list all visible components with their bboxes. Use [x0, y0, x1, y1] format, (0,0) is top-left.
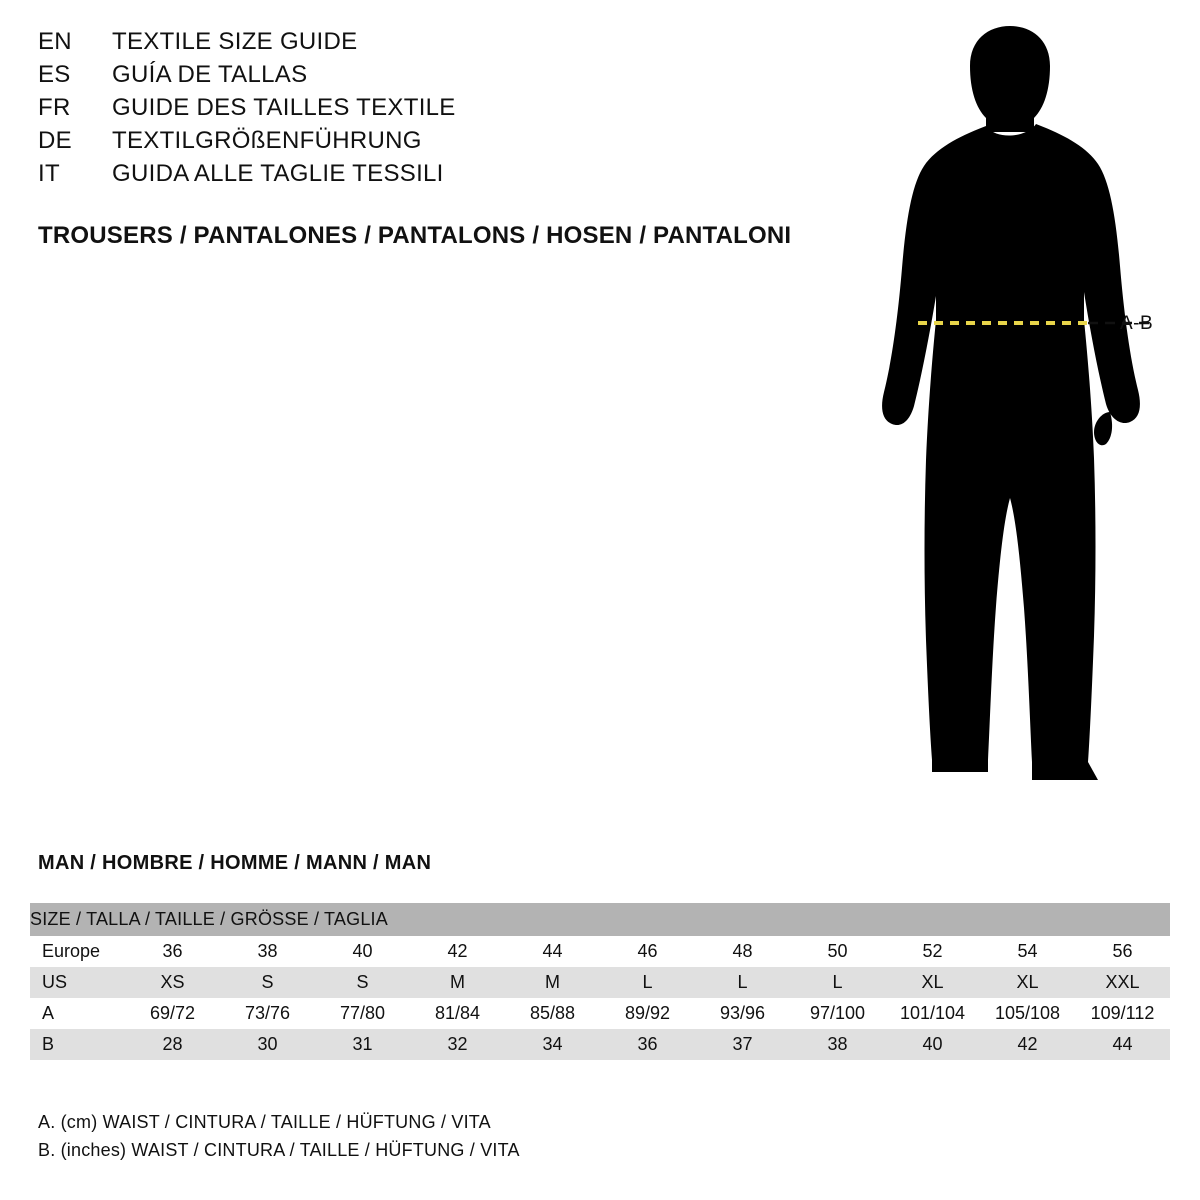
- table-cell: XS: [125, 967, 220, 998]
- table-cell: S: [220, 967, 315, 998]
- table-cell: 38: [790, 1029, 885, 1060]
- language-list: [38, 28, 798, 193]
- table-cell: 36: [600, 1029, 695, 1060]
- language-row: [38, 160, 798, 193]
- table-cell: 36: [125, 936, 220, 967]
- language-code: IT: [38, 160, 60, 187]
- language-row: [38, 61, 798, 94]
- table-row: [30, 936, 1170, 967]
- table-section-title: MAN / HOMBRE / HOMME / MANN / MAN: [38, 852, 432, 874]
- table-cell: 32: [410, 1029, 505, 1060]
- table-cell: 42: [980, 1029, 1075, 1060]
- language-title: GUIDA ALLE TAGLIE TESSILI: [112, 160, 444, 187]
- table-cell: 52: [885, 936, 980, 967]
- table-cell: 109/112: [1075, 998, 1170, 1029]
- table-cell: 37: [695, 1029, 790, 1060]
- table-cell: M: [505, 967, 600, 998]
- table-header-label: SIZE / TALLA / TAILLE / GRÖSSE / TAGLIA: [30, 903, 1170, 936]
- table-cell: 69/72: [125, 998, 220, 1029]
- language-code: ES: [38, 61, 71, 88]
- table-cell: 73/76: [220, 998, 315, 1029]
- table-cell: 44: [1075, 1029, 1170, 1060]
- footnote-list: [38, 1108, 938, 1164]
- table-cell: 93/96: [695, 998, 790, 1029]
- row-label: US: [30, 967, 125, 998]
- table-cell: 97/100: [790, 998, 885, 1029]
- mannequin-figure: [820, 20, 1190, 800]
- male-silhouette-icon: [882, 26, 1140, 780]
- language-code: FR: [38, 94, 71, 121]
- row-label: B: [30, 1029, 125, 1060]
- table-cell: 54: [980, 936, 1075, 967]
- table-cell: 48: [695, 936, 790, 967]
- table-row: [30, 1029, 1170, 1060]
- table-cell: XXL: [1075, 967, 1170, 998]
- table-row: [30, 998, 1170, 1029]
- table-cell: 44: [505, 936, 600, 967]
- table-cell: 77/80: [315, 998, 410, 1029]
- table-cell: 50: [790, 936, 885, 967]
- language-row: [38, 28, 798, 61]
- table-cell: 85/88: [505, 998, 600, 1029]
- language-code: EN: [38, 28, 72, 55]
- table-cell: 42: [410, 936, 505, 967]
- language-title: GUIDE DES TAILLES TEXTILE: [112, 94, 456, 121]
- row-label: Europe: [30, 936, 125, 967]
- table-cell: XL: [885, 967, 980, 998]
- table-cell: S: [315, 967, 410, 998]
- table-cell: L: [600, 967, 695, 998]
- row-label: A: [30, 998, 125, 1029]
- table-cell: 38: [220, 936, 315, 967]
- garment-type-title: TROUSERS / PANTALONES / PANTALONS / HOSEN / PANTALONI: [38, 222, 792, 249]
- table-cell: M: [410, 967, 505, 998]
- table-cell: 28: [125, 1029, 220, 1060]
- table-cell: L: [790, 967, 885, 998]
- table-cell: XL: [980, 967, 1075, 998]
- table-cell: 31: [315, 1029, 410, 1060]
- language-title: TEXTILE SIZE GUIDE: [112, 28, 358, 55]
- table-cell: L: [695, 967, 790, 998]
- table-cell: 40: [885, 1029, 980, 1060]
- footnote-b: B. (inches) WAIST / CINTURA / TAILLE / HÜFTUNG / VITA: [38, 1140, 520, 1160]
- table-cell: 89/92: [600, 998, 695, 1029]
- language-row: [38, 127, 798, 160]
- measure-label-ab: A-B: [1120, 313, 1154, 334]
- table-row: [30, 967, 1170, 998]
- table-header-row: [30, 903, 1170, 936]
- language-title: GUÍA DE TALLAS: [112, 61, 308, 88]
- footnote-a: A. (cm) WAIST / CINTURA / TAILLE / HÜFTUNG / VITA: [38, 1112, 491, 1132]
- table-cell: 40: [315, 936, 410, 967]
- language-row: [38, 94, 798, 127]
- table-cell: 56: [1075, 936, 1170, 967]
- table-cell: 81/84: [410, 998, 505, 1029]
- table-cell: 30: [220, 1029, 315, 1060]
- table-cell: 46: [600, 936, 695, 967]
- language-code: DE: [38, 127, 72, 154]
- size-table: [30, 903, 1170, 1060]
- table-cell: 34: [505, 1029, 600, 1060]
- language-title: TEXTILGRÖßENFÜHRUNG: [112, 127, 422, 154]
- table-cell: 101/104: [885, 998, 980, 1029]
- table-cell: 105/108: [980, 998, 1075, 1029]
